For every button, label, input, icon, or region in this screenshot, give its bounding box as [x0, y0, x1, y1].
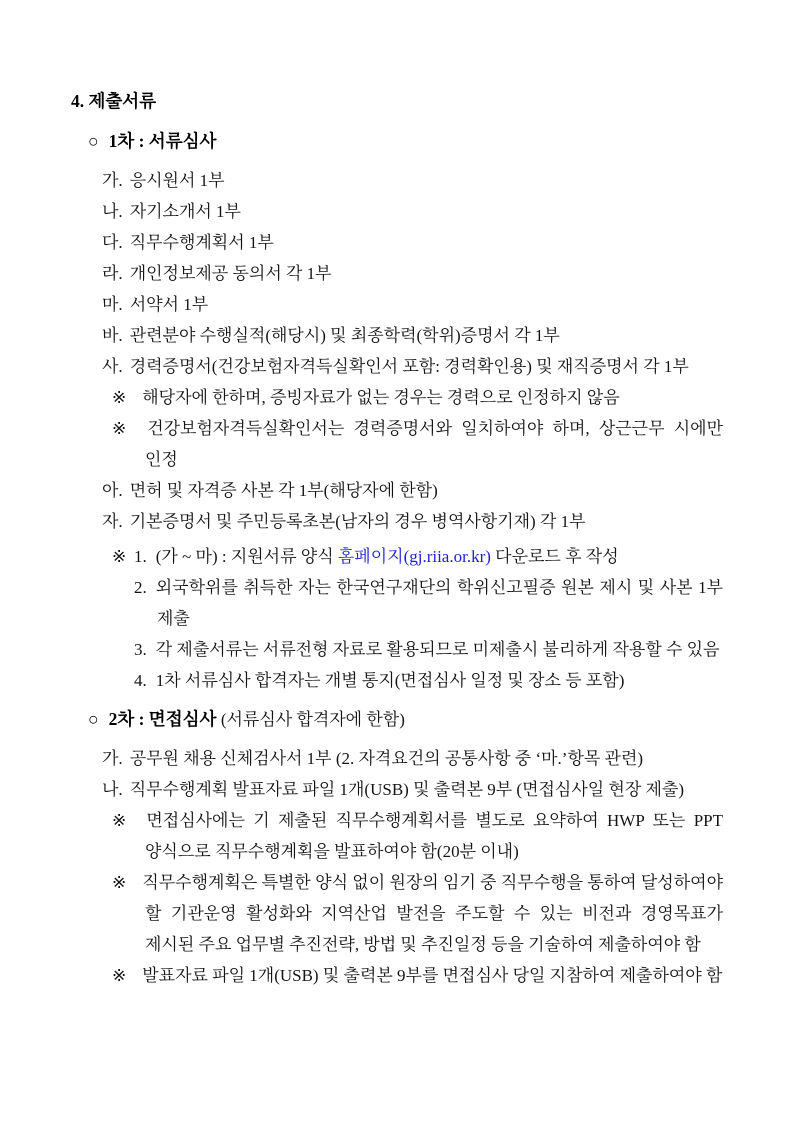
list-item-na2: [71, 774, 723, 805]
subsection-1-title: [71, 126, 723, 157]
subsection-2-title: [71, 704, 723, 735]
item-label: 나.: [102, 780, 123, 799]
reference-mark-icon: ※: [112, 547, 127, 566]
reference-mark-icon: ※: [112, 388, 127, 407]
item-label: 아.: [102, 481, 123, 500]
list-item-na: [71, 196, 723, 227]
note-insurance-match: [71, 413, 723, 475]
item-text: 개인정보제공 동의서 각 1부: [129, 264, 332, 283]
item-text: 기본증명서 및 주민등록초본(남자의 경우 병역사항기재) 각 1부: [129, 512, 586, 531]
note-plan-content: [71, 867, 723, 960]
item-label: 가.: [102, 749, 123, 768]
list-item-da: [71, 227, 723, 258]
note-text: 면접심사에는 기 제출된 직무수행계획서를 별도로 요약하여 HWP 또는 PPT 양식으로 직무수행계획을 발표하여야 함(20분 이내): [145, 811, 723, 861]
circle-bullet-icon: ○: [88, 131, 99, 151]
subsection-first-round: [71, 126, 723, 696]
homepage-link[interactable]: 홈페이지(gj.riia.or.kr): [337, 547, 491, 566]
reference-mark-icon: ※: [112, 811, 131, 830]
item-label: 라.: [102, 264, 123, 283]
item-text: 직무수행계획서 1부: [129, 233, 274, 252]
list-item-ga: [71, 165, 723, 196]
item-label: 바.: [102, 326, 123, 345]
item-label: 나.: [102, 202, 123, 221]
subsection-1-title-text: 1차 : 서류심사: [108, 131, 217, 151]
note-text-post: 다운로드 후 작성: [490, 547, 619, 566]
note-text: 외국학위를 취득한 자는 한국연구재단의 학위신고필증 원본 제시 및 사본 1부 제출: [155, 578, 723, 628]
subsection-2-title-text: 2차 : 면접심사: [108, 709, 217, 729]
list-item-ja: [71, 506, 723, 537]
note-text: 건강보험자격득실확인서는 경력증명서와 일치하여야 하며, 상근근무 시에만 인정: [145, 419, 723, 469]
subsection-2-title-suffix: (서류심사 합격자에 한함): [220, 710, 405, 729]
item-label: 자.: [102, 512, 123, 531]
note-bring-materials: [71, 960, 723, 991]
list-item-ma: [71, 289, 723, 320]
item-text: 관련분야 수행실적(해당시) 및 최종학력(학위)증명서 각 1부: [129, 326, 560, 345]
circle-bullet-icon: ○: [88, 709, 99, 729]
note-number: 3.: [134, 640, 147, 659]
note-text: 발표자료 파일 1개(USB) 및 출력본 9부를 면접심사 당일 지참하여 제출하여야 함: [142, 966, 723, 985]
note-text: 각 제출서류는 서류전형 자료로 활용되므로 미제출시 불리하게 작용할 수 있음: [155, 640, 720, 659]
numbered-note-4: [71, 665, 723, 696]
item-label: 마.: [102, 295, 123, 314]
section-title: 4. 제출서류: [71, 91, 157, 111]
note-text: 직무수행계획은 특별한 양식 없이 원장의 임기 중 직무수행을 통하여 달성하여야 할 기관운영 활성화와 지역산업 발전을 주도할 수 있는 비전과 경영목표가 제시된 주요 업무별 추진전략, 방법 및 추진일정 등을 기술하여 제출하여야 함: [142, 873, 723, 954]
note-number: 2.: [134, 578, 147, 597]
note-text: 해당자에 한하며, 증빙자료가 없는 경우는 경력으로 인정하지 않음: [142, 388, 620, 407]
note-number: 4.: [134, 671, 147, 690]
numbered-note-1: [71, 541, 723, 572]
item-text: 공무원 채용 신체검사서 1부 (2. 자격요건의 공통사항 중 ‘마.’항목 관련): [129, 749, 644, 768]
item-label: 다.: [102, 233, 123, 252]
numbered-note-2: [71, 572, 723, 634]
note-interview-summary: [71, 805, 723, 867]
note-text-pre: (가 ~ 마) : 지원서류 양식: [155, 547, 338, 566]
subsection-second-round: [71, 704, 723, 991]
item-text: 면허 및 자격증 사본 각 1부(해당자에 한함): [129, 481, 438, 500]
numbered-note-3: [71, 634, 723, 665]
note-text: 1차 서류심사 합격자는 개별 통지(면접심사 일정 및 장소 등 포함): [155, 671, 625, 690]
reference-mark-icon: ※: [112, 419, 132, 438]
item-text: 경력증명서(건강보험자격득실확인서 포함: 경력확인용) 및 재직증명서 각 1부: [129, 357, 689, 376]
numbered-notes-group: [71, 541, 723, 696]
reference-mark-icon: ※: [112, 966, 127, 985]
note-career-proof: [71, 382, 723, 413]
list-item-ra: [71, 258, 723, 289]
item-label: 사.: [102, 357, 123, 376]
item-text: 서약서 1부: [129, 295, 209, 314]
note-number: 1.: [134, 547, 147, 566]
list-item-ga2: [71, 743, 723, 774]
list-item-ba: [71, 320, 723, 351]
reference-mark-icon: ※: [112, 873, 127, 892]
item-label: 가.: [102, 171, 123, 190]
list-item-a: [71, 475, 723, 506]
item-text: 직무수행계획 발표자료 파일 1개(USB) 및 출력본 9부 (면접심사일 현장 제출): [129, 780, 685, 799]
item-text: 응시원서 1부: [129, 171, 225, 190]
item-text: 자기소개서 1부: [129, 202, 241, 221]
list-item-sa: [71, 351, 723, 382]
